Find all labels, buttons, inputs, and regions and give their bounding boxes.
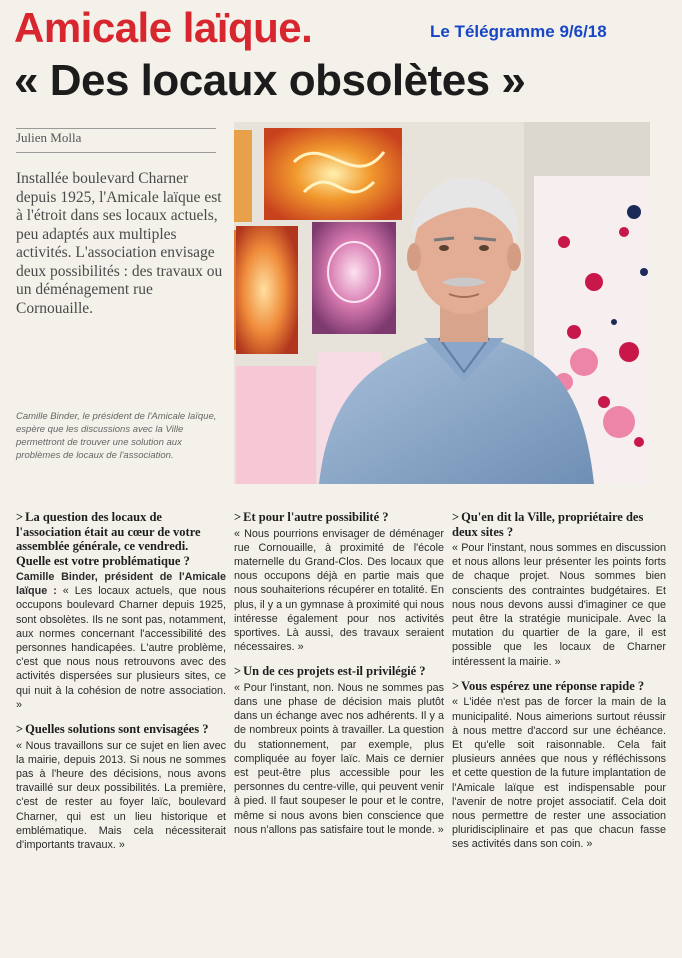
speaker-name: Camille Binder, président de l'Amicale laïque : (16, 571, 226, 598)
article-lead: Installée boulevard Charner depuis 1925, l'Amicale laïque est à l'étroit dans ses locaux actuels, peu adaptés aux multiples activités. L'association envisage deux possibilités : des travaux ou un déménagement rue Cornouaille. (16, 170, 223, 317)
answer-2: « Nous travaillons sur ce sujet en lien avec la mairie, depuis 2013. Si nous ne sommes pas à l'heure des décisions, nous avons travaillé sur deux possibilités. La première, c'est de rester au foyer laïc, boulevard Charner, qui est un lieu historique et emblématique. Mais cela nécessiterait d'importants travaux. » (16, 739, 226, 851)
column-1 (16, 510, 226, 862)
question-1: > La question des locaux de l'association était au cœur de votre assemblée générale, ce vendredi. Quelle est votre problématique ? (16, 510, 201, 568)
byline-author: Julien Molla (16, 130, 82, 145)
byline-rule-bottom (16, 152, 216, 153)
column-2 (234, 510, 444, 847)
answer-5: « Pour l'instant, nous sommes en discussion et nous allons leur présenter les points forts de chaque projet. Nous sommes bien conscients des contraintes budgétaires. Et nous nous devons aussi d'imaginer ce que peut être la stratégie municipale. Avec la mutation du quartier de la gare, il est possible que les locaux de Charner intéressent la mairie. » (452, 542, 666, 668)
article-photo (234, 122, 650, 484)
question-4: > Un de ces projets est-il privilégié ? (234, 664, 426, 679)
chevron-right-icon: > (452, 510, 460, 524)
chevron-right-icon: > (234, 510, 242, 524)
question-5: > Qu'en dit la Ville, propriétaire des deux sites ? (452, 510, 644, 539)
answer-3: « Nous pourrions envisager de déménager rue Cornouaille, à proximité de l'école maternelle du Grand-Clos. Des locaux que nous occupons déjà en partie mais que nous souhaiterions récupérer en totalité. En plus, il y a un gymnase à proximité qui nous intéresse également pour nos activités sportives. Là aussi, des travaux seraient nécessaires. » (234, 527, 444, 654)
chevron-right-icon: > (452, 678, 460, 693)
answer-6: « L'idée n'est pas de forcer la main de la municipalité. Nous aimerions surtout réussir à nous mettre d'accord sur une échéance. Et qu'elle soit raisonnable. Cela fait plusieurs années que nous y réfléchissons et cette question de la future implantation de l'Amicale laïque est indispensable pour l'avenir de notre projet associatif. Cela doit nous permettre de rester une association pluridisciplinaire et pas que chacun fasse ses activités dans son coin. » (452, 696, 666, 851)
article-kicker: Amicale laïque. (14, 4, 313, 51)
article-headline: « Des locaux obsolètes » (14, 56, 526, 105)
source-annotation: Le Télégramme 9/6/18 (430, 22, 607, 41)
portrait-photo-illustration (234, 122, 650, 484)
question-2: > Quelles solutions sont envisagées ? (16, 722, 209, 737)
chevron-right-icon: > (16, 510, 24, 524)
answer-4: « Pour l'instant, non. Nous ne sommes pas dans une phase de décision mais plutôt dans un échange avec nos adhérents. Il y a de nombreux points à travailler. La question du stationnement, par exemple, plus compliquée au foyer laïc. Mais ce dernier est peut-être plus accessible pour les personnes du centre-ville, qui peuvent venir à pied. Il faut soupeser le pour et le contre, même si nous avons bien conscience que nous n'allons pas satisfaire tout le monde. » (234, 681, 444, 836)
chevron-right-icon: > (16, 722, 24, 737)
question-6: > Vous espérez une réponse rapide ? (452, 678, 645, 693)
question-3: > Et pour l'autre possibilité ? (234, 510, 389, 524)
chevron-right-icon: > (234, 664, 242, 679)
column-3 (452, 510, 666, 862)
answer-1: Camille Binder, président de l'Amicale laïque : « Les locaux actuels, que nous occupons boulevard Charner depuis 1925, sont obsolètes. Ils ne sont pas, notamment, aux normes concernant l'accessibilité des personnes handicapées. L'autre problème, c'est que nous nous retrouvons avec des activités dispersées sur plusieurs sites, ce qui nuit à la cohésion de notre association. » (16, 571, 227, 711)
byline-rule-top (16, 128, 216, 129)
photo-caption: Camille Binder, le président de l'Amicale laïque, espère que les discussions avec la Ville permettront de trouver une solution aux problèmes de locaux de l'association. (16, 411, 217, 461)
